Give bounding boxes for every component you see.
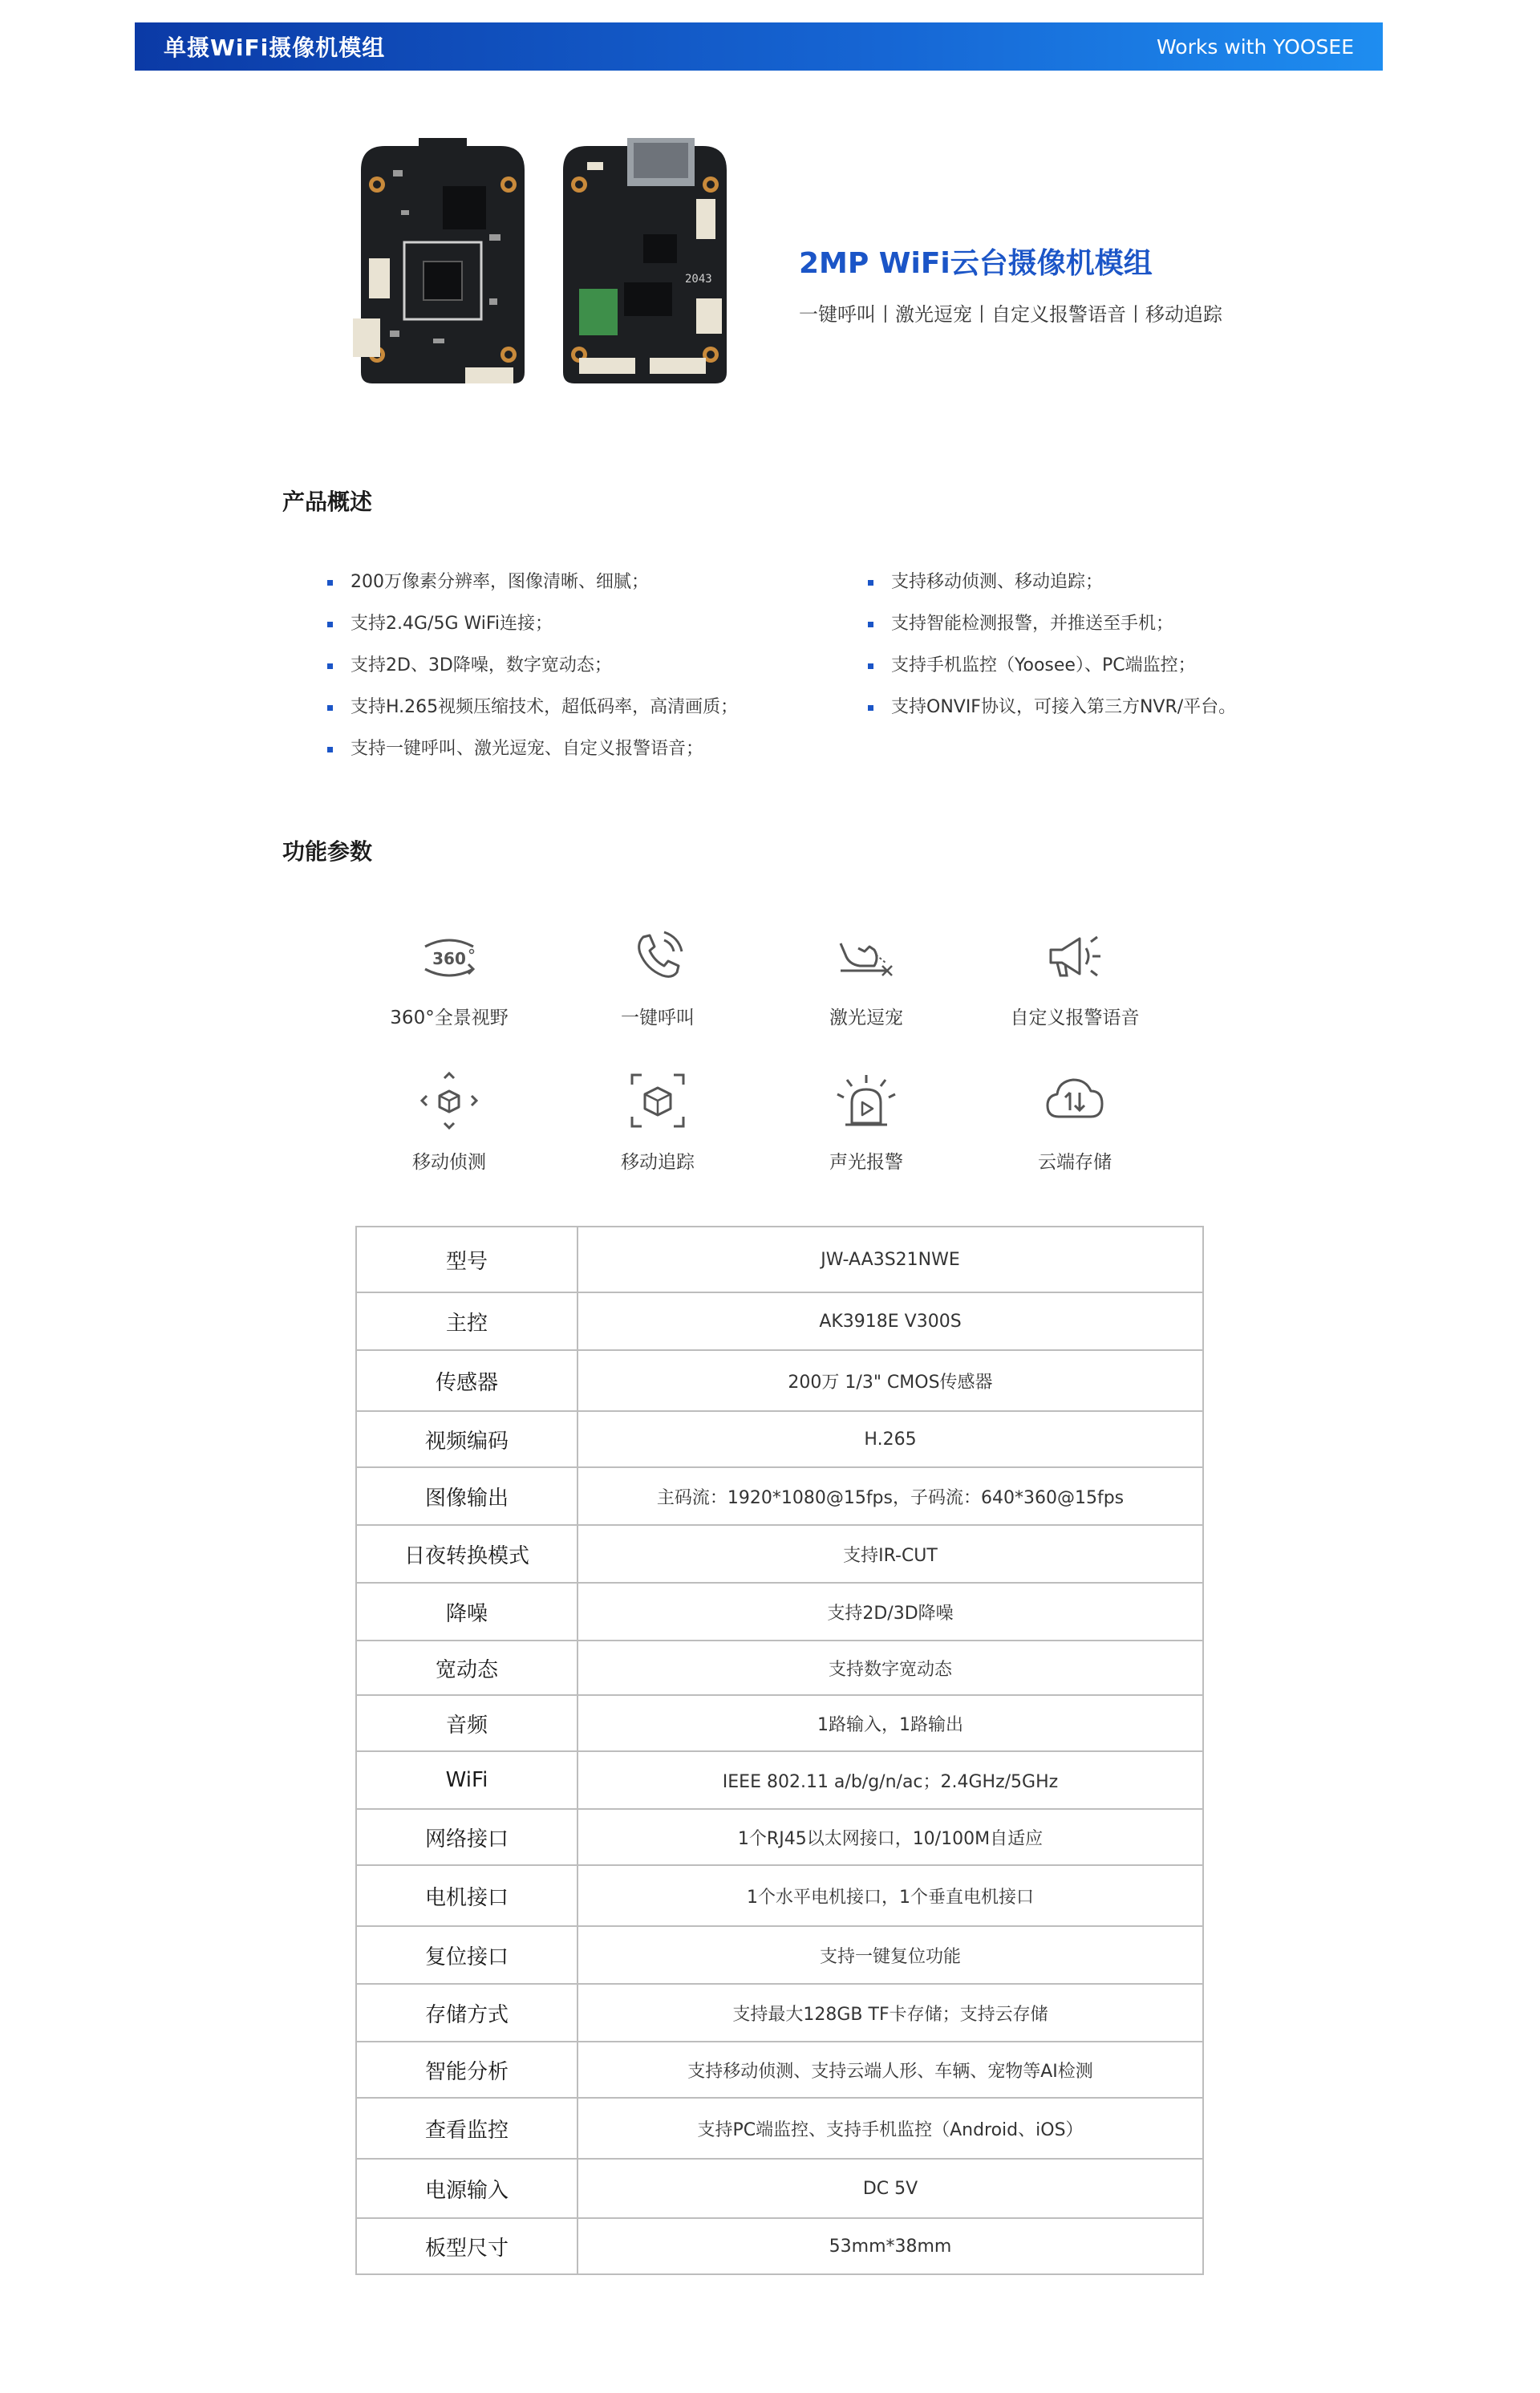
siren-icon [833,1067,900,1134]
list-item: 支持ONVIF协议，可接入第三方NVR/平台。 [868,687,1236,728]
function-item: 移动侦测 [353,1067,545,1174]
product-images [353,138,738,395]
board-image-back [555,138,735,388]
spec-value: 支持数字宽动态 [578,1641,1203,1695]
spec-value: JW-AA3S21NWE [578,1227,1203,1292]
phone-call-icon [624,923,691,990]
table-row [356,1926,1203,1984]
spec-key: 网络接口 [356,1809,578,1865]
bullet-icon [868,705,873,711]
spec-key: 降噪 [356,1583,578,1641]
spec-value: 支持一键复位功能 [578,1926,1203,1984]
svg-text:360: 360 [432,949,466,968]
spec-key: 电源输入 [356,2159,578,2218]
spec-value: 1个水平电机接口，1个垂直电机接口 [578,1865,1203,1926]
table-row [356,2042,1203,2098]
board-image-front [353,138,533,388]
spec-value: DC 5V [578,2159,1203,2218]
spec-key: 主控 [356,1292,578,1350]
spec-value: 200万 1/3" CMOS传感器 [578,1350,1203,1411]
function-item: 云端存储 [979,1067,1171,1174]
table-row [356,1695,1203,1751]
header-title: 单摄WiFi摄像机模组 [164,34,386,61]
table-row [356,2218,1203,2274]
spec-value: 1个RJ45以太网接口，10/100M自适应 [578,1809,1203,1865]
product-title: 2MP WiFi云台摄像机模组 [799,247,1153,280]
list-item: 支持2D、3D降噪，数字宽动态； [327,645,738,687]
table-row [356,1583,1203,1641]
function-item: 自定义报警语音 [979,923,1171,1029]
function-icons [353,923,1219,1179]
function-item: 360 360°全景视野 [353,923,545,1029]
spec-key: 型号 [356,1227,578,1292]
function-item: 声光报警 [770,1067,962,1174]
bullet-icon [868,622,873,627]
list-item: 支持智能检测报警，并推送至手机； [868,603,1236,645]
list-item: 支持移动侦测、移动追踪； [868,562,1236,603]
spec-key: 图像输出 [356,1467,578,1525]
bullet-icon [868,663,873,669]
spec-key: 日夜转换模式 [356,1525,578,1583]
cat-laser-icon [833,923,900,990]
table-row [356,1865,1203,1926]
overview-column-left [327,562,738,770]
list-item: 支持手机监控（Yoosee）、PC端监控； [868,645,1236,687]
spec-table [355,1226,1204,2275]
list-item: 支持一键呼叫、激光逗宠、自定义报警语音； [327,728,738,770]
table-row [356,1227,1203,1292]
bullet-icon [327,622,333,627]
spec-value: 支持最大128GB TF卡存储；支持云存储 [578,1984,1203,2042]
list-item: 支持2.4G/5G WiFi连接； [327,603,738,645]
spec-key: 查看监控 [356,2098,578,2159]
table-row [356,1525,1203,1583]
spec-value: 支持PC端监控、支持手机监控（Android、iOS） [578,2098,1203,2159]
list-item: 200万像素分辨率，图像清晰、细腻； [327,562,738,603]
spec-value: 53mm*38mm [578,2218,1203,2274]
spec-value: IEEE 802.11 a/b/g/n/ac；2.4GHz/5GHz [578,1751,1203,1809]
spec-key: 传感器 [356,1350,578,1411]
bullet-icon [868,580,873,586]
table-row [356,2098,1203,2159]
table-row [356,1411,1203,1467]
header-tagline: Works with YOOSEE [1157,34,1354,59]
table-row [356,1751,1203,1809]
spec-key: WiFi [356,1751,578,1809]
motion-track-icon [624,1067,691,1134]
spec-key: 板型尺寸 [356,2218,578,2274]
function-item: 移动追踪 [561,1067,754,1174]
product-subtitle: 一键呼叫丨激光逗宠丨自定义报警语音丨移动追踪 [799,303,1222,326]
overview-column-right [868,562,1236,728]
bullet-icon [327,705,333,711]
bullet-icon [327,663,333,669]
bullet-icon [327,580,333,586]
table-row [356,1809,1203,1865]
overview-title: 产品概述 [282,489,373,515]
functions-title: 功能参数 [282,838,373,865]
board-code: 2043 [685,273,712,286]
function-item: 激光逗宠 [770,923,962,1029]
list-item: 支持H.265视频压缩技术，超低码率，高清画质； [327,687,738,728]
table-row [356,2159,1203,2218]
cloud-storage-icon [1041,1067,1108,1134]
table-row [356,1467,1203,1525]
spec-value: H.265 [578,1411,1203,1467]
spec-value: 支持2D/3D降噪 [578,1583,1203,1641]
table-row [356,1292,1203,1350]
panorama-360-icon [415,923,483,990]
spec-table-body [356,1227,1203,2274]
table-row [356,1984,1203,2042]
bullet-icon [327,747,333,752]
megaphone-icon [1041,923,1108,990]
spec-key: 存储方式 [356,1984,578,2042]
spec-key: 复位接口 [356,1926,578,1984]
spec-key: 音频 [356,1695,578,1751]
spec-key: 视频编码 [356,1411,578,1467]
page-header [135,22,1383,71]
spec-key: 智能分析 [356,2042,578,2098]
overview-list [327,562,1290,762]
function-item: 一键呼叫 [561,923,754,1029]
spec-value: 支持移动侦测、支持云端人形、车辆、宠物等AI检测 [578,2042,1203,2098]
spec-value: 主码流：1920*1080@15fps，子码流：640*360@15fps [578,1467,1203,1525]
spec-value: AK3918E V300S [578,1292,1203,1350]
motion-detect-icon [415,1067,483,1134]
spec-key: 电机接口 [356,1865,578,1926]
table-row [356,1350,1203,1411]
spec-value: 1路输入，1路输出 [578,1695,1203,1751]
table-row [356,1641,1203,1695]
spec-value: 支持IR-CUT [578,1525,1203,1583]
spec-key: 宽动态 [356,1641,578,1695]
